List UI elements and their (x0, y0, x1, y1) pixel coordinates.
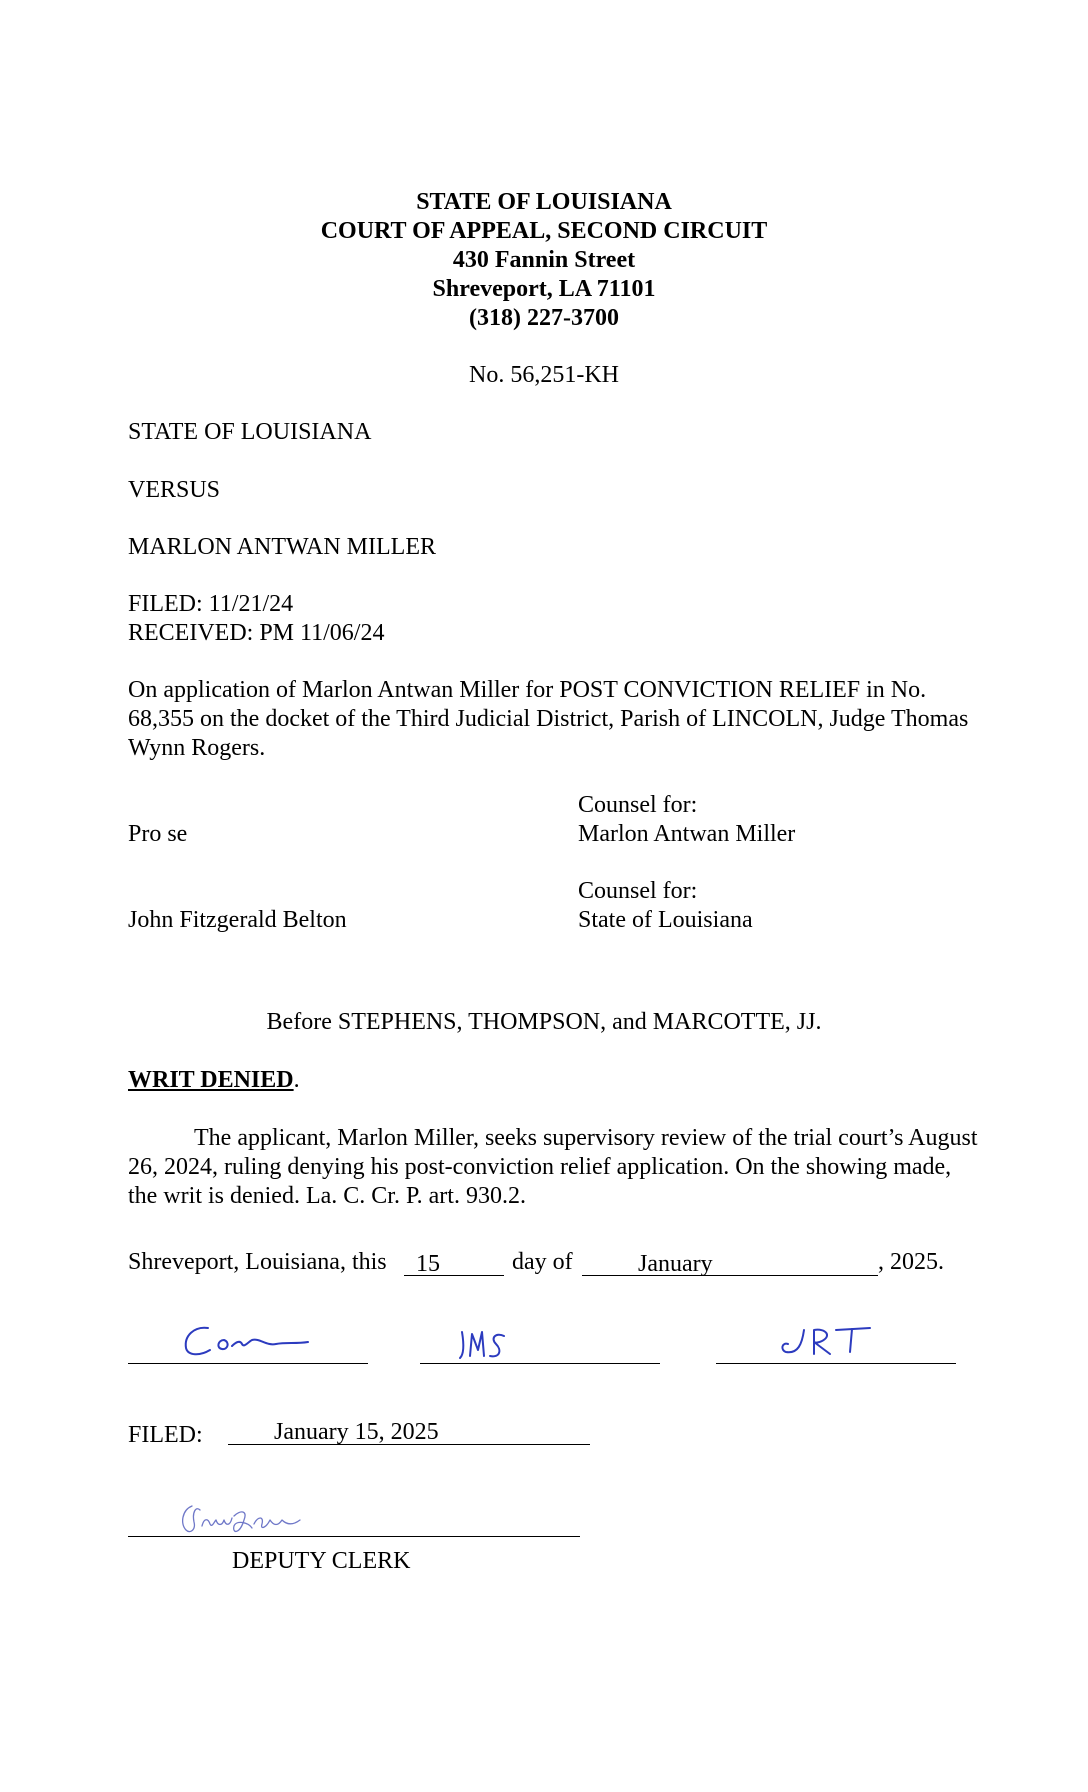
counsel-1-for: Marlon Antwan Miller (578, 821, 796, 847)
case-number: No. 56,251-KH (469, 362, 619, 388)
counsel-2-for: State of Louisiana (578, 907, 753, 933)
counsel-1-label: Counsel for: (578, 792, 698, 818)
filed-label: FILED: (128, 1422, 203, 1448)
date-prefix: Shreveport, Louisiana, this (128, 1249, 387, 1275)
judge-signature-3 (778, 1324, 874, 1364)
header-phone: (318) 227-3700 (469, 305, 619, 331)
filed-stamp-date: January 15, 2025 (274, 1419, 439, 1445)
header-city: Shreveport, LA 71101 (432, 276, 656, 302)
counsel-1-name: Pro se (128, 821, 188, 847)
filed-date: FILED: 11/21/24 (128, 591, 294, 617)
ruling-paragraph: The applicant, Marlon Miller, seeks supervisory review of the trial court’s August 26, 2024, ruling denying his post-conviction relief application. On the showing made, the writ is denied. La. C. Cr. P. art. 930.2. (128, 1125, 978, 1209)
received-date: RECEIVED: PM 11/06/24 (128, 620, 385, 646)
disposition-label: WRIT DENIED (128, 1067, 294, 1093)
date-day: 15 (416, 1251, 440, 1277)
date-mid: day of (512, 1249, 573, 1275)
party-defendant: MARLON ANTWAN MILLER (128, 534, 436, 560)
judge-signature-1 (180, 1322, 320, 1362)
date-year: , 2025. (878, 1249, 944, 1275)
party-versus: VERSUS (128, 477, 221, 503)
month-blank-line (582, 1275, 878, 1276)
counsel-2-label: Counsel for: (578, 878, 698, 904)
disposition-period: . (293, 1067, 300, 1093)
header-court: COURT OF APPEAL, SECOND CIRCUIT (320, 218, 768, 244)
header-state: STATE OF LOUISIANA (416, 189, 672, 215)
counsel-2-name: John Fitzgerald Belton (128, 907, 347, 933)
party-plaintiff: STATE OF LOUISIANA (128, 419, 372, 445)
disposition (128, 1066, 300, 1094)
judge-signature-line-2 (420, 1363, 660, 1364)
panel-before: Before STEPHENS, THOMPSON, and MARCOTTE, JJ. (266, 1009, 822, 1035)
application-paragraph: On application of Marlon Antwan Miller for POST CONVICTION RELIEF in No. 68,355 on the docket of the Third Judicial District, Parish of LINCOLN, Judge Thomas Wynn Rogers. (128, 677, 969, 761)
judge-signature-line-1 (128, 1363, 368, 1364)
deputy-clerk-title: DEPUTY CLERK (232, 1548, 411, 1574)
header-street: 430 Fannin Street (452, 247, 636, 273)
date-month: January (638, 1251, 713, 1277)
clerk-signature (178, 1500, 304, 1540)
